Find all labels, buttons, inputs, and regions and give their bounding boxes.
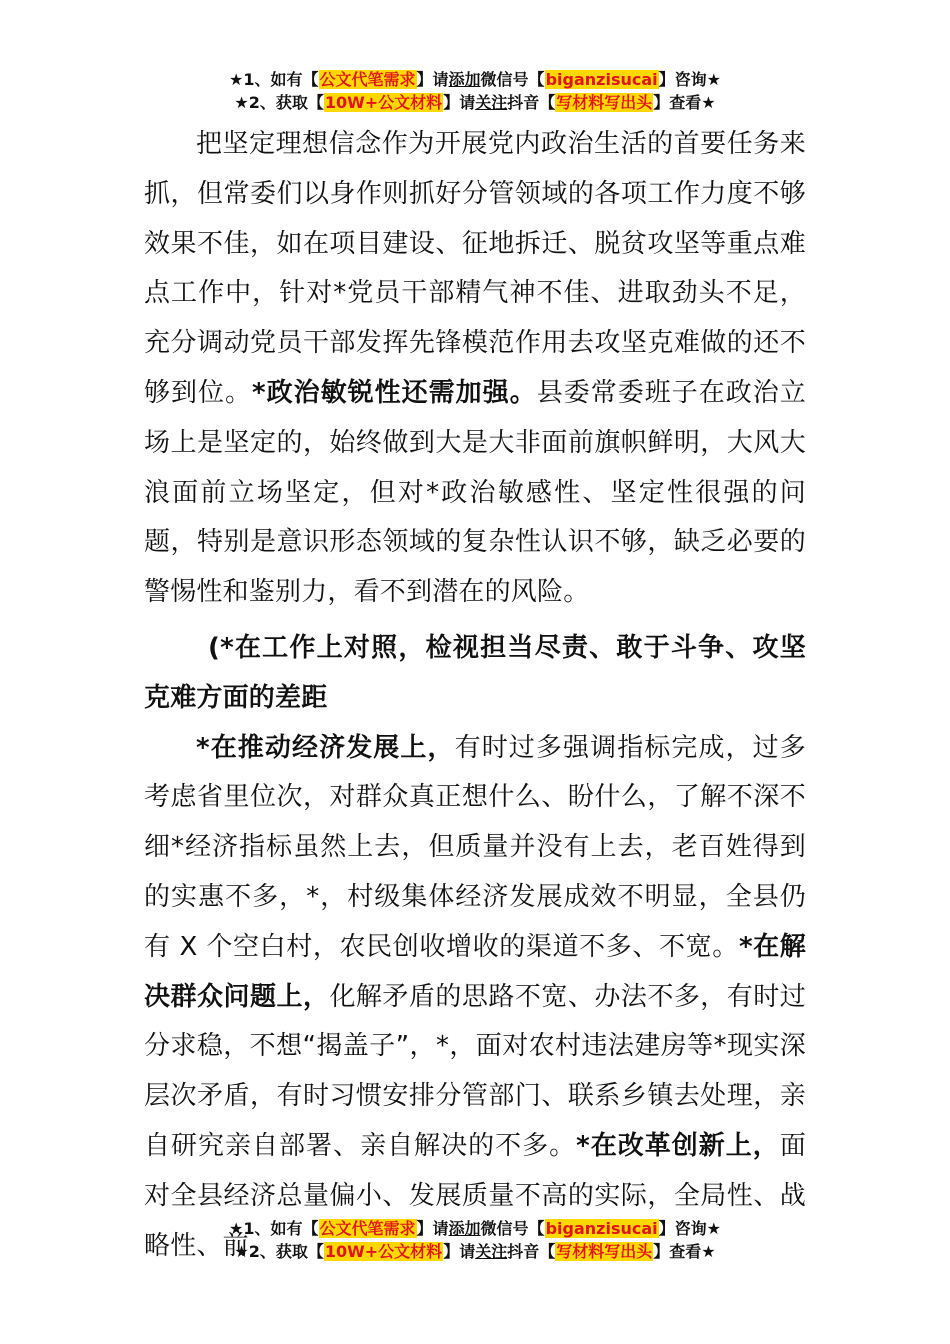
banner-underline: 关注	[475, 1242, 508, 1261]
body-text: 有时过多强调指标完成，过多考虑省里位次，对群众真正想什么、盼什么，了解不深不细*经济指标虽然上去，但质量并没有上去，老百姓得到的实惠不多，*，村级集体经济发展成效不明显，全县仍有 X 个空白村，农民创收增收的渠道不多、不宽。	[144, 732, 806, 962]
bold-subheading: *在改革创新上，	[576, 1130, 780, 1161]
banner-wechat-id: biganzisucai	[545, 70, 658, 89]
document-body	[144, 120, 806, 1271]
bold-subheading: *政治敏锐性还需加强。	[252, 377, 537, 408]
banner-text: 抖音【	[507, 93, 556, 112]
banner-highlight: 公文代笔需求	[319, 1219, 416, 1238]
banner-underline: 添加	[448, 70, 481, 89]
banner-text: 】请	[443, 93, 476, 112]
banner-highlight: 10W+公文材料	[324, 1242, 443, 1261]
banner-text: ★1、如有【	[229, 1219, 319, 1238]
paragraph-1	[144, 120, 806, 618]
banner-text: ★1、如有【	[229, 70, 319, 89]
header-banner	[0, 68, 950, 114]
banner-wechat-id: biganzisucai	[545, 1219, 658, 1238]
footer-banner	[0, 1217, 950, 1263]
banner-text: 微信号【	[480, 70, 545, 89]
banner-text: 】咨询★	[658, 70, 721, 89]
banner-line-2	[0, 91, 950, 114]
banner-text: ★2、获取【	[234, 93, 324, 112]
banner-text: ★2、获取【	[234, 1242, 324, 1261]
banner-highlight: 10W+公文材料	[324, 93, 443, 112]
body-text: 县委常委班子在政治立场上是坚定的，始终做到大是大非面前旗帜鲜明，大风大浪面前立场坚定，但对*政治敏感性、坚定性很强的问题，特别是意识形态领域的复杂性认识不够，缺乏必要的警惕性和鉴别力，看不到潜在的风险。	[144, 377, 806, 608]
banner-text: 】请	[443, 1242, 476, 1261]
paragraph-2	[144, 724, 806, 1272]
banner-text: 抖音【	[507, 1242, 556, 1261]
bold-subheading: *在推动经济发展上，	[196, 732, 455, 763]
banner-text: 微信号【	[480, 1219, 545, 1238]
section-heading	[144, 624, 806, 724]
body-text: 把坚定理想信念作为开展党内政治生活的首要任务来抓，但常委们以身作则抓好分管领域的各项工作力度不够效果不佳，如在项目建设、征地拆迁、脱贫攻坚等重点难点工作中，针对*党员干部精气神不佳、进取劲头不足，充分调动党员干部发挥先锋模范作用去攻坚克难做的还不够到位。	[144, 129, 806, 408]
bold-subheading: *在解决群众问题上，	[144, 931, 806, 1012]
banner-underline: 添加	[448, 1219, 481, 1238]
banner-douyin-id: 写材料写出头	[556, 1242, 653, 1261]
body-text: 面对全县经济总量偏小、发展质量不高的实际，全局性、战略性、前	[144, 1130, 807, 1261]
body-text: 化解矛盾的思路不宽、办法不多，有时过分求稳，不想“揭盖子”，*，面对农村违法建房等*现实深层次矛盾，有时习惯安排分管部门、联系乡镇去处理，亲自研究亲自部署、亲自解决的不多。	[144, 981, 806, 1161]
banner-line-2	[0, 1240, 950, 1263]
banner-text: 】咨询★	[658, 1219, 721, 1238]
banner-text: 】请	[416, 1219, 449, 1238]
banner-line-1	[0, 68, 950, 91]
banner-highlight: 公文代笔需求	[319, 70, 416, 89]
banner-text: 】请	[416, 70, 449, 89]
banner-underline: 关注	[475, 93, 508, 112]
banner-text: 】查看★	[653, 93, 716, 112]
banner-line-1	[0, 1217, 950, 1240]
section-heading-text: (*在工作上对照，检视担当尽责、敢于斗争、攻坚克难方面的差距	[144, 632, 806, 713]
banner-douyin-id: 写材料写出头	[556, 93, 653, 112]
banner-text: 】查看★	[653, 1242, 716, 1261]
